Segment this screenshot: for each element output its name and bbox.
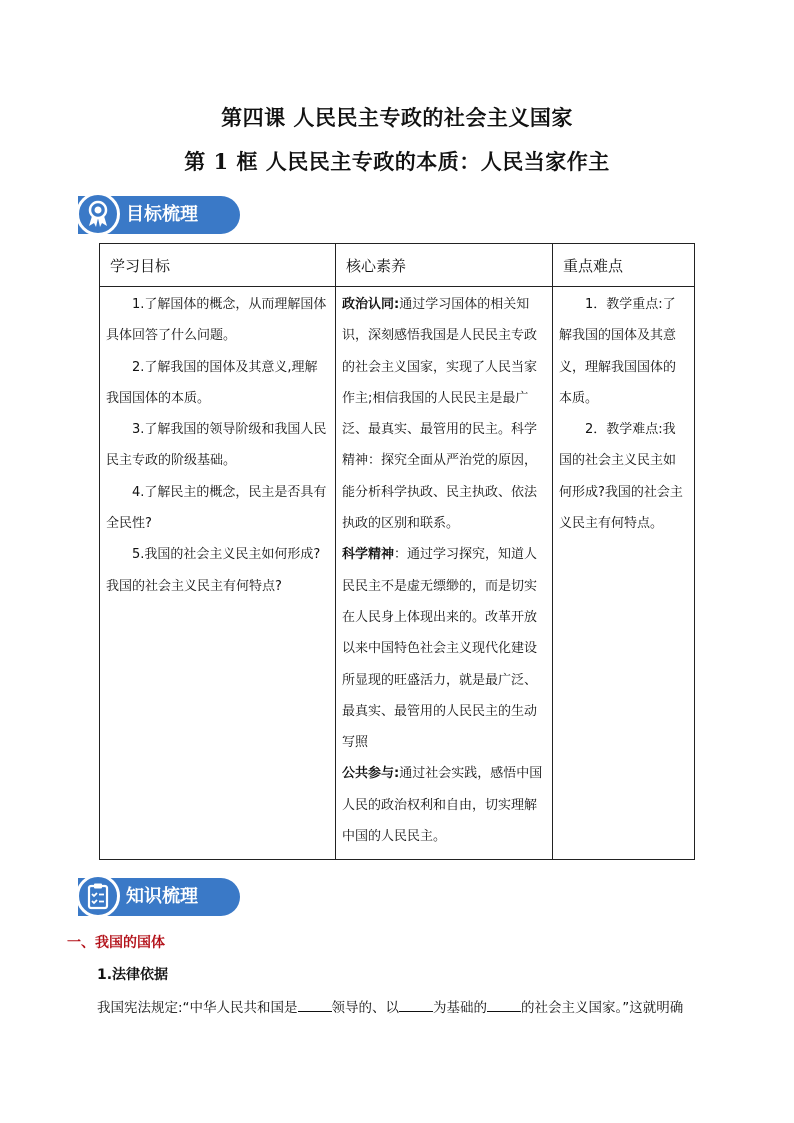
knowledge-heading: 一、我国的国体 [67, 935, 165, 951]
para-text: 为基础的 [433, 1000, 488, 1016]
knowledge-banner-label: 知识梳理 [126, 886, 198, 907]
key-points-cell [553, 287, 695, 860]
competency-label: 政治认同: [342, 297, 400, 312]
competency-label: 公共参与: [342, 766, 400, 782]
competency-item [342, 758, 546, 852]
fill-blank[interactable] [487, 999, 521, 1012]
objective-item: 1.了解国体的概念，从而理解国体具体回答了什么问题。 [106, 297, 327, 344]
knowledge-subheading: 1.法律依据 [97, 967, 169, 983]
header-key-points: 重点难点 [553, 244, 695, 287]
objective-item: 5.我国的社会主义民主如何形成?我国的社会主义民主有何特点? [106, 547, 321, 594]
para-text: 我国宪法规定:“中华人民共和国是 [97, 1000, 298, 1016]
para-text: 领导的、以 [331, 1000, 400, 1016]
para-text: 的社会主义国家。”这就明确 [521, 1000, 684, 1016]
goals-banner [78, 196, 240, 234]
section-title: 第 1 框 人民民主专政的本质：人民当家作主 [184, 149, 610, 174]
competency-text: 通过学习国体的相关知识，深刻感悟我国是人民民主专政的社会主义国家，实现了人民当家作主;相信我国的人民民主是最广泛、最真实、最管用的民主。科学精神：探究全面从严治党的原因，能分析科学执政、民主执政、依法执政的区别和联系。 [342, 297, 538, 532]
objectives-table [99, 243, 695, 860]
competency-item [342, 539, 546, 758]
objective-item: 3.了解我国的领导阶级和我国人民民主专政的阶级基础。 [106, 422, 327, 469]
objective-item: 4.了解民主的概念，民主是否具有全民性? [106, 484, 327, 532]
fill-blank[interactable] [399, 999, 433, 1012]
table-header-row [100, 244, 695, 287]
key-point-item: 1．教学重点:了解我国的国体及其意义，理解我国国体的本质。 [559, 297, 677, 406]
checklist-icon [76, 874, 120, 918]
award-ribbon-icon [76, 192, 120, 236]
header-objectives: 学习目标 [100, 244, 336, 287]
lesson-title: 第四课 人民民主专政的社会主义国家 [221, 105, 573, 130]
knowledge-paragraph [97, 996, 683, 1016]
competency-label: 科学精神 [342, 547, 395, 563]
fill-blank[interactable] [298, 999, 332, 1012]
objectives-cell [100, 287, 336, 860]
key-point-item: 2．教学难点:我国的社会主义民主如何形成?我国的社会主义民主有何特点。 [559, 422, 683, 532]
competencies-cell [336, 287, 553, 860]
competency-item [342, 289, 546, 539]
goals-banner-label: 目标梳理 [126, 204, 198, 225]
objective-item: 2.了解我国的国体及其意义,理解我国国体的本质。 [106, 359, 318, 406]
competency-text: ：通过学习探究，知道人民民主不是虚无缥缈的，而是切实在人民身上体现出来的。改革开放以来中国特色社会主义现代化建设所显现的旺盛活力，就是最广泛、最真实、最管用的人民民主的生动写照 [342, 547, 538, 751]
table-body-row [100, 287, 695, 860]
header-competencies: 核心素养 [336, 244, 553, 287]
knowledge-banner [78, 878, 240, 916]
competency-text: 通过社会实践，感悟中国人民的政治权利和自由，切实理解中国的人民民主。 [342, 766, 543, 845]
